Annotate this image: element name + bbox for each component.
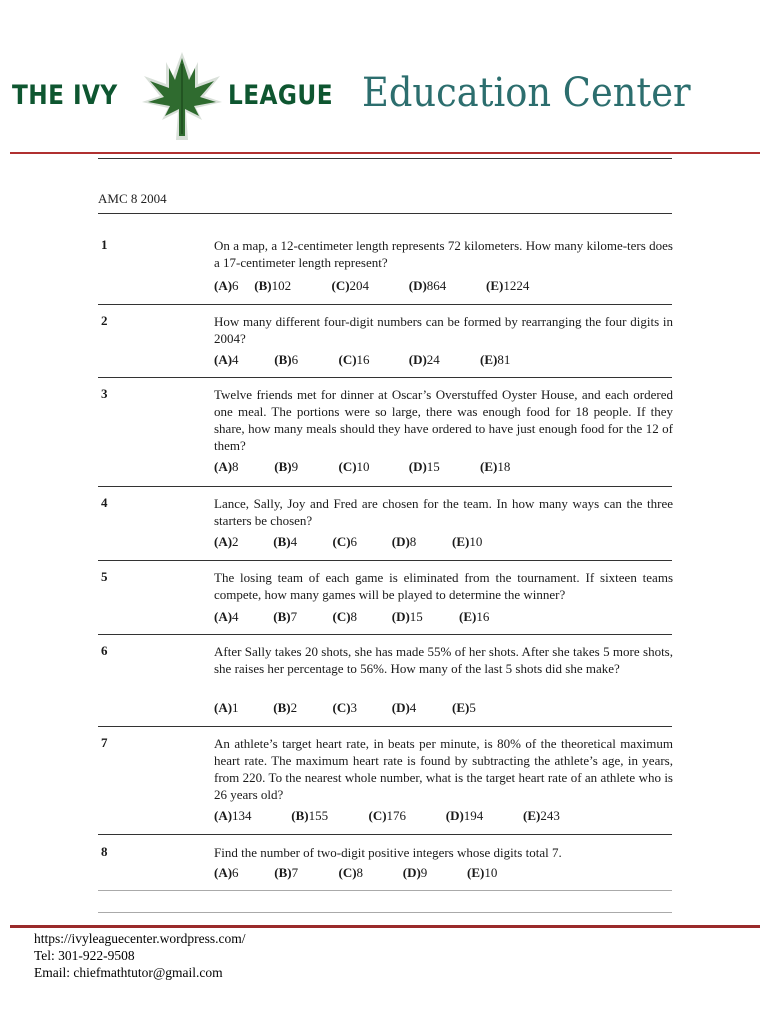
answer-choices (214, 700, 476, 716)
answer-choices (214, 808, 560, 824)
choice-a: (A)1 (214, 700, 239, 715)
choice-c: (C)3 (332, 700, 358, 715)
choice-b: (B)2 (273, 700, 298, 715)
choice-e: (E)1224 (486, 278, 530, 293)
answer-choices (214, 352, 510, 368)
leaf-logo-icon (138, 50, 226, 142)
problem-number: 4 (101, 495, 108, 510)
choice-b: (B)6 (274, 352, 299, 367)
logo-text-league: LEAGUE (228, 80, 333, 111)
choice-d: (D)4 (391, 700, 417, 715)
problem-text: An athlete’s target heart rate, in beats per minute, is 80% of the theoretical maximum heart rate. The maximum heart rate is found by subtracting the athlete’s age, in years, from 220. To the nearest whole number, what is the target heart rate of an athlete who is 26 years old? (214, 736, 673, 802)
problem-number: 6 (101, 643, 108, 658)
answer-choices (214, 865, 497, 881)
choice-d: (D)864 (408, 278, 447, 293)
problem-text: Twelve friends met for dinner at Oscar’s Overstuffed Oyster House, and each ordered one meal. The portions were so large, there was enough food for 18 people. If they share, how many meals should they have ordered to have just enough food for the 12 of them? (214, 387, 673, 453)
problem-text: Lance, Sally, Joy and Fred are chosen for the team. In how many ways can the three starters be chosen? (214, 496, 673, 528)
problem-text: On a map, a 12-centimeter length represents 72 kilometers. How many kilome-ters does a 17-centimeter length represent? (214, 238, 673, 270)
problem-text: The losing team of each game is eliminated from the tournament. If sixteen teams compete, how many games will be played to determine the winner? (214, 570, 673, 602)
problem-divider (98, 560, 672, 561)
answer-choices (214, 534, 482, 550)
answer-choices (214, 278, 529, 294)
choice-a: (A)4 (214, 609, 239, 624)
problem-number: 8 (101, 844, 108, 859)
footer-divider (10, 925, 760, 928)
problem-divider (98, 486, 672, 487)
problem-number: 5 (101, 569, 108, 584)
problem-number: 2 (101, 313, 108, 328)
choice-c: (C)10 (338, 459, 370, 474)
doc-bottom-rule (98, 912, 672, 913)
problem-text: After Sally takes 20 shots, she has made 55% of her shots. After she takes 5 more shots, she raises her percentage to 56%. How many of the last 5 shots did she make? (214, 644, 673, 676)
choice-b: (B)7 (274, 865, 299, 880)
choice-d: (D)24 (408, 352, 440, 367)
choice-a: (A)8 (214, 459, 239, 474)
choice-b: (B)102 (254, 278, 292, 293)
choice-b: (B)155 (291, 808, 329, 823)
problem-divider (98, 634, 672, 635)
title-rule (98, 213, 672, 214)
choice-b: (B)7 (273, 609, 298, 624)
choice-e: (E)5 (452, 700, 476, 715)
logo-text-education-center: Education Center (362, 70, 691, 116)
choice-c: (C)8 (332, 609, 358, 624)
choice-d: (D)15 (408, 459, 440, 474)
answer-choices (214, 609, 489, 625)
choice-d: (D)194 (445, 808, 484, 823)
problem-number: 3 (101, 386, 108, 401)
problem-divider (98, 890, 672, 891)
choice-e: (E)81 (480, 352, 511, 367)
problem-text: Find the number of two-digit positive integers whose digits total 7. (214, 845, 562, 860)
choice-a: (A)2 (214, 534, 239, 549)
choice-a: (A)6 (214, 865, 239, 880)
choice-c: (C)6 (332, 534, 358, 549)
choice-c: (C)204 (331, 278, 370, 293)
choice-a: (A)134 (214, 808, 252, 823)
choice-d: (D)9 (402, 865, 428, 880)
choice-e: (E)18 (480, 459, 511, 474)
footer-url[interactable]: https://ivyleaguecenter.wordpress.com/ (34, 931, 246, 946)
choice-e: (E)16 (459, 609, 490, 624)
choice-e: (E)243 (523, 808, 560, 823)
choice-c: (C)8 (338, 865, 364, 880)
footer-email[interactable]: Email: chiefmathtutor@gmail.com (34, 965, 223, 980)
choice-b: (B)9 (274, 459, 299, 474)
problem-divider (98, 834, 672, 835)
problem-divider (98, 377, 672, 378)
footer (34, 930, 245, 981)
choice-c: (C)16 (338, 352, 370, 367)
problem-divider (98, 726, 672, 727)
problem-divider (98, 304, 672, 305)
choice-b: (B)4 (273, 534, 298, 549)
footer-tel: Tel: 301-922-9508 (34, 948, 135, 963)
doc-title: AMC 8 2004 (98, 191, 167, 206)
choice-a: (A)6 (214, 278, 239, 293)
problem-text: How many different four-digit numbers can be formed by rearranging the four digits in 2004? (214, 314, 673, 346)
problem-number: 1 (101, 237, 108, 252)
header-divider (10, 152, 760, 154)
problem-number: 7 (101, 735, 108, 750)
header (0, 0, 768, 160)
choice-d: (D)8 (391, 534, 417, 549)
choice-c: (C)176 (368, 808, 407, 823)
choice-e: (E)10 (452, 534, 483, 549)
choice-d: (D)15 (391, 609, 423, 624)
choice-a: (A)4 (214, 352, 239, 367)
choice-e: (E)10 (467, 865, 498, 880)
answer-choices (214, 459, 510, 475)
doc-top-rule (98, 158, 672, 159)
logo-text-the-ivy: THE IVY (12, 80, 118, 111)
